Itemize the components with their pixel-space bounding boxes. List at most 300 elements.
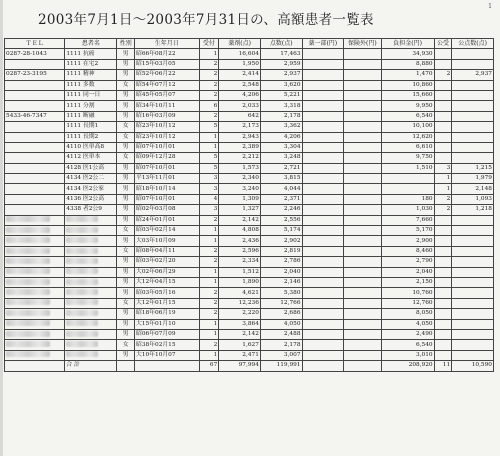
table-cell: 大10年10月07 (135, 350, 200, 360)
redacted-mark (6, 320, 50, 326)
table-cell: 9,950 (381, 101, 434, 111)
table-cell (65, 298, 117, 308)
table-cell: 男 (117, 70, 135, 80)
table-cell (344, 246, 381, 256)
table-cell (302, 101, 344, 111)
total-cell: 11 (434, 361, 452, 371)
table-cell: 昭08年04月11 (135, 246, 200, 256)
redacted-mark (66, 237, 98, 243)
table-cell (452, 288, 494, 298)
table-cell (434, 80, 452, 90)
table-cell: 昭45年05月07 (135, 90, 200, 100)
redacted-mark (6, 299, 50, 305)
table-cell: 4134 医2公二 (65, 174, 117, 184)
table-cell: 男 (117, 257, 135, 267)
table-cell: 2,786 (260, 257, 302, 267)
table-cell: 男 (117, 111, 135, 121)
table-cell: 642 (219, 111, 261, 121)
table-cell (452, 267, 494, 277)
table-cell: 4134 医2公家 (65, 184, 117, 194)
table-cell (344, 329, 381, 339)
table-row (5, 174, 494, 184)
table-cell: 1111 抗癌 (65, 49, 117, 59)
table-cell: 8,460 (381, 246, 434, 256)
table-cell: 3,248 (260, 153, 302, 163)
table-row (5, 142, 494, 152)
table-cell: 1111 精神 (65, 70, 117, 80)
table-cell: 2,436 (219, 236, 261, 246)
table-cell (5, 163, 65, 173)
table-cell: 1111 断融 (65, 111, 117, 121)
table-cell (434, 277, 452, 287)
table-cell (5, 257, 65, 267)
table-cell (452, 226, 494, 236)
table-cell (434, 101, 452, 111)
table-cell: 1 (199, 329, 219, 339)
high-cost-patient-table (4, 38, 494, 372)
table-row (5, 163, 494, 173)
table-cell: 2,212 (219, 153, 261, 163)
table-row (5, 329, 494, 339)
table-cell (65, 246, 117, 256)
redacted-mark (66, 289, 98, 295)
table-cell: 3,362 (260, 122, 302, 132)
table-cell (302, 70, 344, 80)
table-cell (302, 246, 344, 256)
table-cell (65, 350, 117, 360)
table-cell (434, 267, 452, 277)
table-cell (434, 329, 452, 339)
table-cell: 4136 医2公高 (65, 194, 117, 204)
table-cell (302, 257, 344, 267)
table-cell (302, 80, 344, 90)
table-cell: 2,148 (452, 184, 494, 194)
table-cell: 6,540 (381, 340, 434, 350)
table-cell (452, 257, 494, 267)
table-cell (344, 267, 381, 277)
table-cell: 女 (117, 226, 135, 236)
table-cell: 2 (199, 309, 219, 319)
table-cell: 2 (199, 298, 219, 308)
table-cell: 昭03年05月16 (135, 288, 200, 298)
table-cell: 12,236 (219, 298, 261, 308)
table-cell: 4110 医単高8 (65, 142, 117, 152)
table-cell: 8,050 (381, 309, 434, 319)
table-cell (452, 350, 494, 360)
total-row (5, 361, 494, 371)
table-cell (434, 111, 452, 121)
table-cell: 1,093 (452, 194, 494, 204)
table-cell (302, 174, 344, 184)
table-cell (65, 319, 117, 329)
table-cell: 昭23年10月12 (135, 132, 200, 142)
table-cell (302, 184, 344, 194)
table-cell: 2,371 (260, 194, 302, 204)
table-cell (5, 101, 65, 111)
redacted-mark (66, 227, 98, 233)
table-cell (65, 226, 117, 236)
table-cell: 1 (199, 267, 219, 277)
table-header-row (5, 39, 494, 49)
table-cell (452, 122, 494, 132)
column-header: 薬一部(円) (302, 39, 344, 49)
table-cell: 2 (434, 70, 452, 80)
redacted-mark (66, 258, 98, 264)
table-cell (5, 174, 65, 184)
table-cell (302, 205, 344, 215)
table-cell (302, 163, 344, 173)
table-cell: 男 (117, 236, 135, 246)
table-cell (434, 350, 452, 360)
table-cell: 7,660 (381, 215, 434, 225)
table-cell: 2 (434, 205, 452, 215)
table-row (5, 267, 494, 277)
redacted-mark (66, 299, 98, 305)
table-cell: 180 (381, 194, 434, 204)
table-cell (65, 340, 117, 350)
table-cell: 女 (117, 80, 135, 90)
table-cell (5, 90, 65, 100)
total-cell (5, 361, 65, 371)
table-cell: 1,215 (452, 163, 494, 173)
table-cell (5, 246, 65, 256)
table-cell: 男 (117, 49, 135, 59)
table-row (5, 132, 494, 142)
table-cell: 5,170 (381, 226, 434, 236)
table-cell: 12,620 (381, 132, 434, 142)
table-cell: 6 (199, 101, 219, 111)
table-cell: 1 (434, 184, 452, 194)
table-cell (302, 59, 344, 69)
table-cell (344, 350, 381, 360)
total-cell (117, 361, 135, 371)
table-cell: 2 (199, 257, 219, 267)
table-cell: 3,010 (381, 350, 434, 360)
table-cell (302, 142, 344, 152)
table-cell: 1,512 (219, 267, 261, 277)
table-cell (452, 142, 494, 152)
table-cell (344, 194, 381, 204)
table-cell: 5 (199, 122, 219, 132)
table-cell (5, 319, 65, 329)
table-cell: 昭38年02月15 (135, 340, 200, 350)
table-cell: 0287-23-3195 (5, 70, 65, 80)
table-cell: 4,044 (260, 184, 302, 194)
table-cell: 2 (199, 70, 219, 80)
table-cell: 10,860 (381, 80, 434, 90)
table-cell: 2,340 (219, 174, 261, 184)
table-row (5, 277, 494, 287)
table-cell (5, 59, 65, 69)
table-cell (344, 142, 381, 152)
table-cell (65, 277, 117, 287)
redacted-mark (6, 237, 50, 243)
table-cell (344, 340, 381, 350)
table-cell (302, 298, 344, 308)
table-cell (452, 101, 494, 111)
table-cell: 5 (199, 163, 219, 173)
total-cell: 208,920 (381, 361, 434, 371)
table-cell (434, 122, 452, 132)
table-row (5, 70, 494, 80)
table-cell: 女 (117, 298, 135, 308)
table-cell (302, 122, 344, 132)
table-cell: 4,050 (260, 319, 302, 329)
table-cell: 2 (199, 288, 219, 298)
table-cell (5, 132, 65, 142)
table-cell (5, 277, 65, 287)
table-cell: 昭16年03月09 (135, 111, 200, 121)
column-header: 点数(点) (260, 39, 302, 49)
table-cell (302, 226, 344, 236)
table-cell: 大12年01月15 (135, 298, 200, 308)
table-cell (381, 174, 434, 184)
table-cell (434, 246, 452, 256)
table-cell (302, 49, 344, 59)
table-cell: 2,178 (260, 340, 302, 350)
table-cell: 男 (117, 350, 135, 360)
table-cell (434, 49, 452, 59)
table-cell (302, 236, 344, 246)
column-header: 受付 (199, 39, 219, 49)
table-cell: 15,660 (381, 90, 434, 100)
column-header: 公点数(点) (452, 39, 494, 49)
total-cell (302, 361, 344, 371)
table-row (5, 236, 494, 246)
table-row (5, 122, 494, 132)
table-cell (5, 205, 65, 215)
table-row (5, 111, 494, 121)
table-cell: 4128 医1公高 (65, 163, 117, 173)
table-cell: 2,937 (452, 70, 494, 80)
table-row (5, 309, 494, 319)
table-cell (344, 309, 381, 319)
table-cell (452, 111, 494, 121)
table-cell: 10,760 (381, 288, 434, 298)
table-cell: 2,471 (219, 350, 261, 360)
table-cell (344, 319, 381, 329)
table-cell (344, 163, 381, 173)
total-cell: 119,991 (260, 361, 302, 371)
table-cell: 17,463 (260, 49, 302, 59)
column-header: 公受 (434, 39, 452, 49)
table-cell: 2,150 (381, 277, 434, 287)
table-row (5, 298, 494, 308)
table-cell: 男 (117, 277, 135, 287)
table-cell: 男 (117, 142, 135, 152)
table-cell: 3,240 (219, 184, 261, 194)
table-cell (452, 277, 494, 287)
column-header: 保険外(円) (344, 39, 381, 49)
table-cell (302, 215, 344, 225)
table-cell (302, 350, 344, 360)
table-cell (302, 329, 344, 339)
table-cell: 1,950 (219, 59, 261, 69)
table-cell: 昭24年01月01 (135, 215, 200, 225)
table-cell: 女 (117, 340, 135, 350)
table-cell (65, 309, 117, 319)
table-cell (302, 194, 344, 204)
table-cell: 1 (199, 226, 219, 236)
table-cell (302, 267, 344, 277)
table-cell (434, 59, 452, 69)
table-cell (5, 215, 65, 225)
table-cell (302, 288, 344, 298)
redacted-mark (6, 310, 50, 316)
table-cell: 1,890 (219, 277, 261, 287)
table-cell: 男 (117, 329, 135, 339)
table-cell (434, 142, 452, 152)
table-cell (434, 226, 452, 236)
table-cell: 1,627 (219, 340, 261, 350)
redacted-mark (6, 279, 50, 285)
table-cell (434, 257, 452, 267)
table-cell (344, 111, 381, 121)
table-cell (344, 236, 381, 246)
table-row (5, 80, 494, 90)
table-row (5, 194, 494, 204)
table-cell: 昭07年10月01 (135, 142, 200, 152)
table-cell: 2,548 (219, 80, 261, 90)
table-cell: 2 (434, 194, 452, 204)
table-cell: 4112 医単本 (65, 153, 117, 163)
table-cell (65, 215, 117, 225)
table-cell (344, 277, 381, 287)
table-cell (434, 298, 452, 308)
total-cell (135, 361, 200, 371)
redacted-mark (6, 258, 50, 264)
redacted-mark (66, 351, 98, 357)
table-cell: 5,174 (260, 226, 302, 236)
table-cell: 昭03年02月14 (135, 226, 200, 236)
table-cell: 昭54年07月12 (135, 80, 200, 90)
table-cell (452, 90, 494, 100)
table-row (5, 319, 494, 329)
table-cell: 1111 長期2 (65, 132, 117, 142)
table-cell (5, 267, 65, 277)
table-cell: 昭52年06月22 (135, 70, 200, 80)
table-cell: 1111 多数 (65, 80, 117, 90)
table-cell (344, 90, 381, 100)
table-cell: 2,490 (381, 329, 434, 339)
table-cell: 1111 分割 (65, 101, 117, 111)
table-cell (65, 288, 117, 298)
column-header: 患者名 (65, 39, 117, 49)
table-cell: 男 (117, 267, 135, 277)
table-cell (434, 309, 452, 319)
table-cell: 1111 同一日 (65, 90, 117, 100)
table-cell: 男 (117, 184, 135, 194)
table-cell: 3,304 (260, 142, 302, 152)
table-cell: 9,750 (381, 153, 434, 163)
table-cell (434, 340, 452, 350)
table-cell (344, 184, 381, 194)
table-cell (302, 340, 344, 350)
table-cell (434, 90, 452, 100)
table-cell (65, 257, 117, 267)
table-cell (65, 267, 117, 277)
table-cell (302, 90, 344, 100)
redacted-mark (6, 268, 50, 274)
table-cell: 2,142 (219, 329, 261, 339)
table-cell: 12,766 (260, 298, 302, 308)
table-cell: 男 (117, 90, 135, 100)
table-cell (344, 132, 381, 142)
table-cell: 5,221 (260, 90, 302, 100)
column-header: 負担金(円) (381, 39, 434, 49)
redacted-mark (66, 268, 98, 274)
total-cell: 97,994 (219, 361, 261, 371)
redacted-mark (6, 341, 50, 347)
table-cell: 4,808 (219, 226, 261, 236)
table-cell (5, 340, 65, 350)
table-cell (5, 350, 65, 360)
table-cell: 1,510 (381, 163, 434, 173)
table-row (5, 205, 494, 215)
column-header: 性別 (117, 39, 135, 49)
table-cell: 3 (434, 163, 452, 173)
table-cell (452, 59, 494, 69)
table-cell: 10,100 (381, 122, 434, 132)
total-cell (344, 361, 381, 371)
table-cell (452, 49, 494, 59)
table-cell: 2,146 (260, 277, 302, 287)
table-cell: 3,620 (260, 80, 302, 90)
table-cell (5, 288, 65, 298)
table-cell (344, 80, 381, 90)
table-cell: 2,246 (260, 205, 302, 215)
table-cell: 昭18年10月14 (135, 184, 200, 194)
redacted-mark (66, 279, 98, 285)
table-cell: 3,007 (260, 350, 302, 360)
table-cell: 男 (117, 309, 135, 319)
table-cell (344, 49, 381, 59)
table-cell: 2,389 (219, 142, 261, 152)
total-cell: 67 (199, 361, 219, 371)
table-cell: 2,220 (219, 309, 261, 319)
table-cell: 昭34年10月11 (135, 101, 200, 111)
table-cell (344, 70, 381, 80)
table-cell (452, 309, 494, 319)
table-cell: 8,880 (381, 59, 434, 69)
table-cell: 4338 者2公9 (65, 205, 117, 215)
table-cell: 男 (117, 288, 135, 298)
table-cell: 男 (117, 174, 135, 184)
table-cell (302, 132, 344, 142)
table-cell: 2,173 (219, 122, 261, 132)
table-cell: 4,206 (219, 90, 261, 100)
table-cell (344, 59, 381, 69)
table-cell (452, 298, 494, 308)
table-cell (344, 205, 381, 215)
table-cell: 大12年04月15 (135, 277, 200, 287)
table-row (5, 184, 494, 194)
table-cell (452, 80, 494, 90)
table-cell (344, 226, 381, 236)
table-cell: 1 (199, 319, 219, 329)
table-row (5, 59, 494, 69)
table-cell (5, 80, 65, 90)
table-cell: 1,309 (219, 194, 261, 204)
table-row (5, 246, 494, 256)
table-cell (452, 340, 494, 350)
table-cell: 6,610 (381, 142, 434, 152)
table-cell: 2 (199, 111, 219, 121)
table-cell: 昭23年10月12 (135, 122, 200, 132)
table-cell: 女 (117, 132, 135, 142)
table-cell: 4 (199, 194, 219, 204)
table-cell: 1111 在宅2 (65, 59, 117, 69)
